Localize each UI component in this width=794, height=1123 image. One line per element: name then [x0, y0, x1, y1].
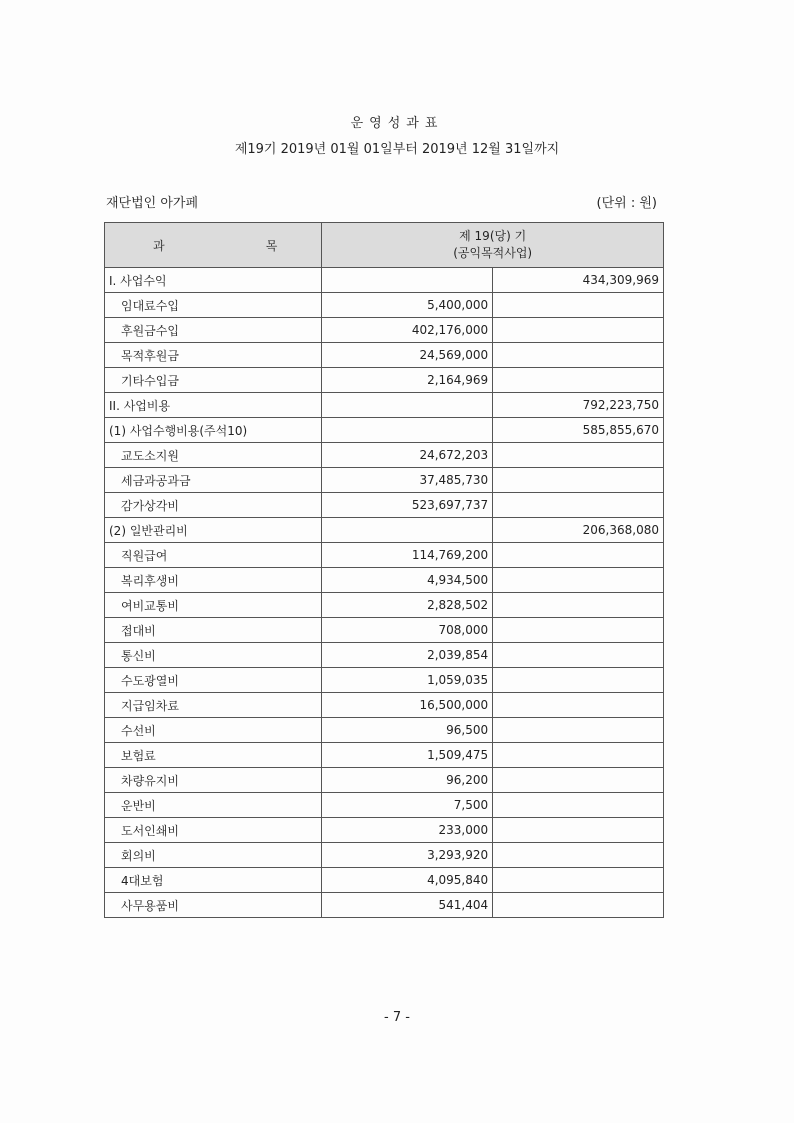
row-detail-amount: 24,569,000: [322, 343, 493, 368]
row-total-amount: [493, 818, 664, 843]
row-detail-amount: 24,672,203: [322, 443, 493, 468]
table-row: [105, 443, 664, 468]
row-total-amount: [493, 293, 664, 318]
table-row: [105, 393, 664, 418]
table-row: [105, 343, 664, 368]
row-total-amount: 585,855,670: [493, 418, 664, 443]
column-header-subject: 과 목: [105, 223, 322, 268]
row-detail-amount: 96,500: [322, 718, 493, 743]
row-total-amount: 792,223,750: [493, 393, 664, 418]
table-row: [105, 568, 664, 593]
row-label: II. 사업비용: [105, 393, 322, 418]
table-row: [105, 868, 664, 893]
table-row: [105, 618, 664, 643]
row-detail-amount: [322, 518, 493, 543]
row-total-amount: [493, 543, 664, 568]
row-label: 4대보험: [105, 868, 322, 893]
table-row: [105, 693, 664, 718]
row-detail-amount: [322, 418, 493, 443]
row-label: 수선비: [105, 718, 322, 743]
row-detail-amount: 2,164,969: [322, 368, 493, 393]
row-total-amount: [493, 768, 664, 793]
table-row: [105, 893, 664, 918]
row-detail-amount: 402,176,000: [322, 318, 493, 343]
row-label: 회의비: [105, 843, 322, 868]
table-row: [105, 793, 664, 818]
row-label: 복리후생비: [105, 568, 322, 593]
row-total-amount: [493, 718, 664, 743]
row-label: 접대비: [105, 618, 322, 643]
row-detail-amount: 523,697,737: [322, 493, 493, 518]
row-label: (2) 일반관리비: [105, 518, 322, 543]
row-total-amount: [493, 468, 664, 493]
row-total-amount: [493, 893, 664, 918]
table-row: [105, 818, 664, 843]
row-detail-amount: 4,095,840: [322, 868, 493, 893]
row-total-amount: [493, 368, 664, 393]
row-total-amount: [493, 593, 664, 618]
table-row: [105, 543, 664, 568]
table-row: [105, 368, 664, 393]
row-total-amount: [493, 493, 664, 518]
row-detail-amount: 2,039,854: [322, 643, 493, 668]
row-total-amount: [493, 643, 664, 668]
table-row: [105, 268, 664, 293]
organization-name: 재단법인 아가페: [106, 196, 199, 211]
row-detail-amount: 3,293,920: [322, 843, 493, 868]
row-total-amount: [493, 693, 664, 718]
row-total-amount: [493, 443, 664, 468]
row-total-amount: [493, 843, 664, 868]
row-total-amount: [493, 743, 664, 768]
row-label: 감가상각비: [105, 493, 322, 518]
row-detail-amount: 2,828,502: [322, 593, 493, 618]
row-label: 교도소지원: [105, 443, 322, 468]
row-detail-amount: 16,500,000: [322, 693, 493, 718]
row-label: 기타수입금: [105, 368, 322, 393]
row-total-amount: [493, 568, 664, 593]
row-total-amount: [493, 668, 664, 693]
row-total-amount: [493, 868, 664, 893]
row-detail-amount: 7,500: [322, 793, 493, 818]
currency-unit: (단위 : 원): [596, 196, 657, 211]
table-row: [105, 493, 664, 518]
row-label: 세금과공과금: [105, 468, 322, 493]
row-detail-amount: 5,400,000: [322, 293, 493, 318]
row-total-amount: [493, 318, 664, 343]
row-label: 목적후원금: [105, 343, 322, 368]
period-range: 제19기 2019년 01월 01일부터 2019년 12월 31일까지: [234, 142, 560, 157]
page-number: - 7 -: [384, 1010, 410, 1025]
row-total-amount: [493, 618, 664, 643]
row-detail-amount: 1,509,475: [322, 743, 493, 768]
table-row: [105, 643, 664, 668]
row-detail-amount: 37,485,730: [322, 468, 493, 493]
row-label: 보험료: [105, 743, 322, 768]
row-detail-amount: 541,404: [322, 893, 493, 918]
row-detail-amount: [322, 268, 493, 293]
row-label: 도서인쇄비: [105, 818, 322, 843]
row-label: I. 사업수익: [105, 268, 322, 293]
row-label: 수도광열비: [105, 668, 322, 693]
document-title: 운영성과표: [350, 116, 444, 131]
table-row: [105, 743, 664, 768]
operating-results-table: [104, 222, 664, 918]
row-detail-amount: 96,200: [322, 768, 493, 793]
table-row: [105, 843, 664, 868]
row-detail-amount: 233,000: [322, 818, 493, 843]
table-row: [105, 668, 664, 693]
row-total-amount: [493, 793, 664, 818]
row-label: 직원급여: [105, 543, 322, 568]
table-body: [105, 268, 664, 918]
row-detail-amount: 114,769,200: [322, 543, 493, 568]
row-total-amount: 206,368,080: [493, 518, 664, 543]
row-detail-amount: 1,059,035: [322, 668, 493, 693]
row-total-amount: [493, 343, 664, 368]
row-label: 지급임차료: [105, 693, 322, 718]
table-header-row: [105, 223, 664, 268]
table-row: [105, 593, 664, 618]
row-label: 사무용품비: [105, 893, 322, 918]
row-label: 여비교통비: [105, 593, 322, 618]
table-row: [105, 718, 664, 743]
row-label: 통신비: [105, 643, 322, 668]
row-detail-amount: 4,934,500: [322, 568, 493, 593]
row-label: (1) 사업수행비용(주석10): [105, 418, 322, 443]
table-row: [105, 768, 664, 793]
table-row: [105, 293, 664, 318]
row-detail-amount: [322, 393, 493, 418]
row-label: 임대료수입: [105, 293, 322, 318]
row-label: 차량유지비: [105, 768, 322, 793]
table-row: [105, 318, 664, 343]
row-label: 운반비: [105, 793, 322, 818]
row-label: 후원금수입: [105, 318, 322, 343]
table-row: [105, 418, 664, 443]
table-row: [105, 468, 664, 493]
column-header-period: 제 19(당) 기 (공익목적사업): [322, 223, 664, 268]
table-row: [105, 518, 664, 543]
row-detail-amount: 708,000: [322, 618, 493, 643]
row-total-amount: 434,309,969: [493, 268, 664, 293]
